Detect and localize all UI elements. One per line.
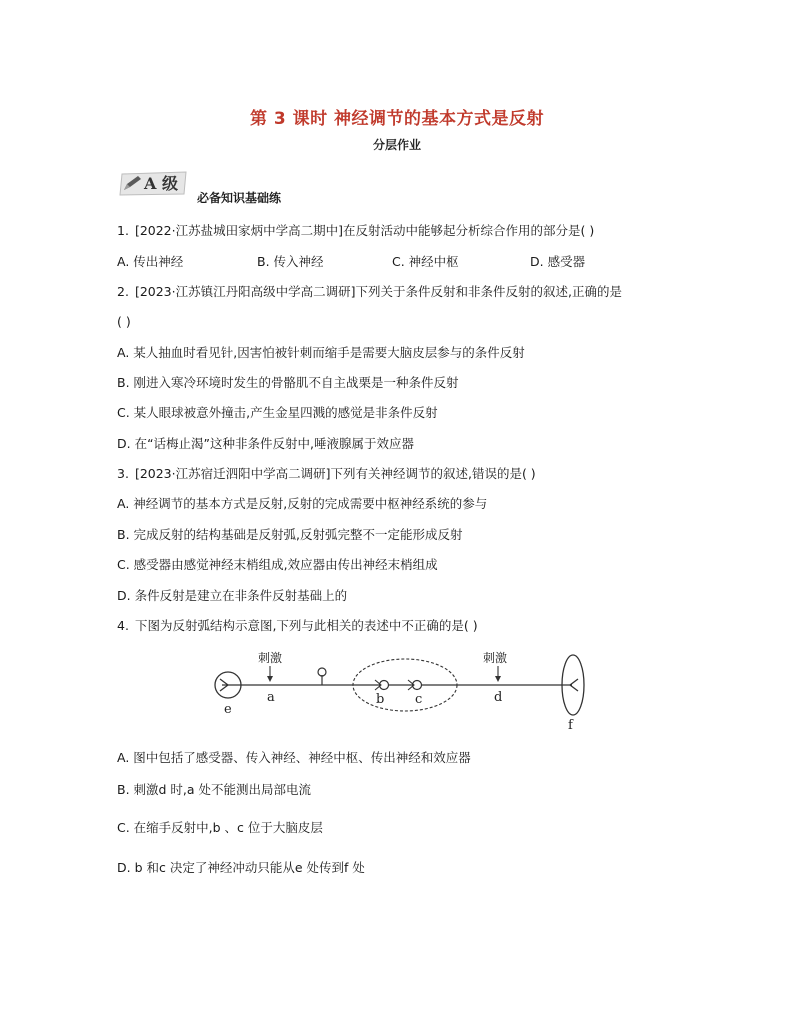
question-source: [2023·江苏镇江丹阳高级中学高二调研]	[134, 284, 356, 299]
question-number: 3.	[117, 466, 129, 481]
question-source: [2023·江苏宿迁泗阳中学高二调研]	[134, 466, 331, 481]
question-number: 2.	[117, 284, 129, 299]
question-3-option-a: A. 神经调节的基本方式是反射,反射的完成需要中枢神经系统的参与	[117, 496, 488, 511]
question-source: [2022·江苏盐城田家炳中学高二期中]	[134, 223, 343, 238]
question-3-option-b: B. 完成反射的结构基础是反射弧,反射弧完整不一定能形成反射	[117, 527, 463, 542]
question-1-option-a: A. 传出神经	[117, 254, 184, 269]
question-number: 4.	[117, 618, 129, 633]
question-text: 下图为反射弧结构示意图,下列与此相关的表述中不正确的是( )	[134, 618, 478, 633]
question-2-option-d: D. 在“话梅止渴”这种非条件反射中,唾液腺属于效应器	[117, 436, 414, 451]
label-a: a	[267, 690, 275, 705]
stimulus-label-left: 刺激	[258, 651, 283, 665]
question-3-option-c: C. 感受器由感觉神经末梢组成,效应器由传出神经末梢组成	[117, 557, 438, 572]
question-4-option-d: D. b 和c 决定了神经冲动只能从e 处传到f 处	[117, 860, 365, 875]
stimulus-arrowhead-left	[267, 676, 273, 682]
question-1-option-c: C. 神经中枢	[392, 254, 459, 269]
page-subtitle: 分层作业	[372, 138, 421, 152]
question-2-option-c: C. 某人眼球被意外撞击,产生金星四溅的感觉是非条件反射	[117, 405, 438, 420]
question-text: 下列有关神经调节的叙述,错误的是( )	[330, 466, 536, 481]
ganglion-cell-body	[318, 668, 326, 676]
label-c: c	[415, 692, 423, 707]
question-4-option-c: C. 在缩手反射中,b 、c 位于大脑皮层	[117, 820, 323, 835]
question-number: 1.	[117, 223, 129, 238]
label-d: d	[494, 690, 503, 705]
question-4-stem	[117, 618, 478, 634]
label-f: f	[568, 718, 573, 733]
question-1-option-d: D. 感受器	[530, 254, 586, 269]
section-title: 必备知识基础练	[197, 191, 282, 205]
question-3-option-d: D. 条件反射是建立在非条件反射基础上的	[117, 588, 348, 603]
reflex-arc-figure	[200, 645, 600, 735]
stimulus-arrowhead-right	[495, 676, 501, 682]
question-1-stem	[117, 223, 594, 239]
question-3-stem	[117, 466, 536, 482]
question-2-stem	[117, 284, 622, 300]
question-2-option-b: B. 刚进入寒冷环境时发生的骨骼肌不自主战栗是一种条件反射	[117, 375, 459, 390]
question-text: 在反射活动中能够起分析综合作用的部分是( )	[342, 223, 595, 238]
stimulus-label-right: 刺激	[483, 651, 508, 665]
question-text: 下列关于条件反射和非条件反射的叙述,正确的是	[355, 284, 622, 299]
label-b: b	[376, 692, 385, 707]
question-4-option-b: B. 刺激d 时,a 处不能测出局部电流	[117, 782, 312, 797]
question-2-stem-cont: ( )	[117, 314, 131, 329]
label-e: e	[224, 702, 232, 717]
page-title: 第 3 课时 神经调节的基本方式是反射	[249, 109, 545, 129]
level-badge	[118, 170, 188, 196]
question-2-option-a: A. 某人抽血时看见针,因害怕被针刺而缩手是需要大脑皮层参与的条件反射	[117, 345, 525, 360]
question-1-option-b: B. 传入神经	[257, 254, 324, 269]
question-4-option-a: A. 图中包括了感受器、传入神经、神经中枢、传出神经和效应器	[117, 750, 471, 765]
level-badge-text: A 级	[144, 174, 178, 193]
